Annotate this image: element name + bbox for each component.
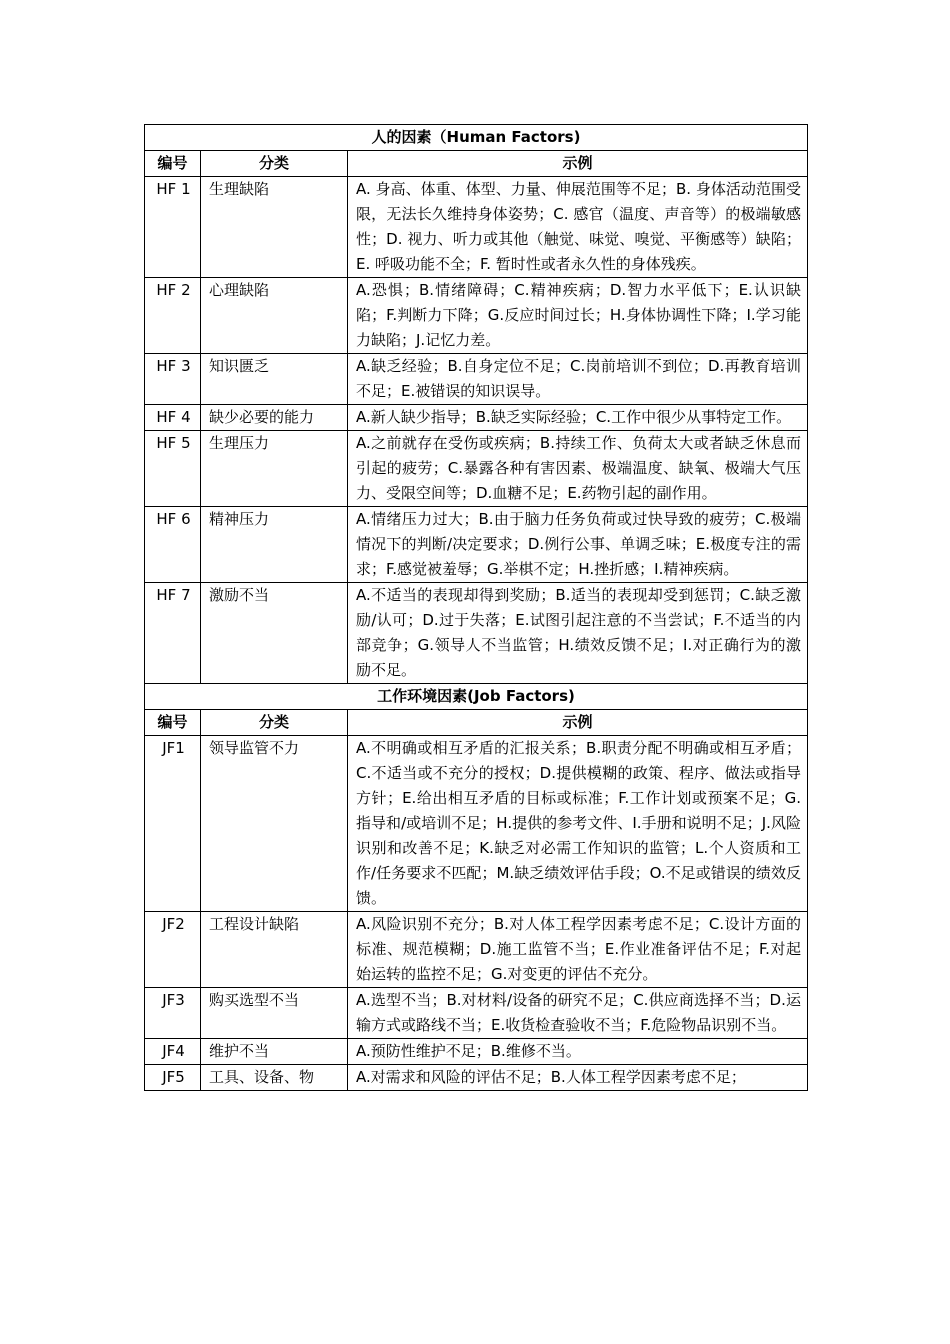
factor-example: A.情绪压力过大；B.由于脑力任务负荷或过快导致的疲劳；C.极端情况下的判断/决定要求；D.例行公事、单调乏味；E.极度专注的需求；F.感觉被羞辱；G.举棋不定；H.挫折感；I.精神疾病。 xyxy=(348,507,808,583)
factor-code: JF5 xyxy=(145,1065,201,1091)
hf-section-title: 人的因素（Human Factors) xyxy=(145,125,808,151)
factor-code: HF 2 xyxy=(145,278,201,354)
hf-header-example: 示例 xyxy=(348,151,808,177)
factor-example: A.恐惧；B.情绪障碍；C.精神疾病；D.智力水平低下；E.认识缺陷；F.判断力下降；G.反应时间过长；H.身体协调性下降；I.学习能力缺陷；J.记忆力差。 xyxy=(348,278,808,354)
table-row xyxy=(145,177,808,278)
factor-category: 生理压力 xyxy=(201,431,348,507)
table-row xyxy=(145,1065,808,1091)
table-row xyxy=(145,988,808,1039)
table-row xyxy=(145,583,808,684)
factor-category: 维护不当 xyxy=(201,1039,348,1065)
factor-example: A.之前就存在受伤或疾病；B.持续工作、负荷太大或者缺乏休息而引起的疲劳；C.暴露各种有害因素、极端温度、缺氧、极端大气压力、受限空间等；D.血糖不足；E.药物引起的副作用。 xyxy=(348,431,808,507)
factor-example: A. 身高、体重、体型、力量、伸展范围等不足；B. 身体活动范围受限，无法长久维持身体姿势；C. 感官（温度、声音等）的极端敏感性；D. 视力、听力或其他（触觉、味觉、嗅觉、平衡感等）缺陷；E. 呼吸功能不全；F. 暂时性或者永久性的身体残疾。 xyxy=(348,177,808,278)
factor-code: JF2 xyxy=(145,912,201,988)
factor-category: 工程设计缺陷 xyxy=(201,912,348,988)
hf-header-row xyxy=(145,151,808,177)
table-row xyxy=(145,736,808,912)
factor-code: HF 1 xyxy=(145,177,201,278)
factor-example: A.预防性维护不足；B.维修不当。 xyxy=(348,1039,808,1065)
factor-code: HF 6 xyxy=(145,507,201,583)
factor-category: 精神压力 xyxy=(201,507,348,583)
factor-code: JF4 xyxy=(145,1039,201,1065)
jf-section-title-row xyxy=(145,684,808,710)
factor-category: 购买选型不当 xyxy=(201,988,348,1039)
hf-header-category: 分类 xyxy=(201,151,348,177)
factor-category: 心理缺陷 xyxy=(201,278,348,354)
factor-code: HF 3 xyxy=(145,354,201,405)
factors-table xyxy=(144,124,808,1091)
table-row xyxy=(145,405,808,431)
jf-header-row xyxy=(145,710,808,736)
factor-category: 生理缺陷 xyxy=(201,177,348,278)
factor-code: JF1 xyxy=(145,736,201,912)
factor-code: HF 4 xyxy=(145,405,201,431)
factors-table-body xyxy=(145,125,808,1091)
factor-category: 知识匮乏 xyxy=(201,354,348,405)
factor-example: A.不明确或相互矛盾的汇报关系；B.职责分配不明确或相互矛盾；C.不适当或不充分的授权；D.提供模糊的政策、程序、做法或指导方针；E.给出相互矛盾的目标或标准；F.工作计划或预案不足；G.指导和/或培训不足；H.提供的参考文件、I.手册和说明不足；J.风险识别和改善不足；K.缺乏对必需工作知识的监管；L.个人资质和工作/任务要求不匹配；M.缺乏绩效评估手段；O.不足或错误的绩效反馈。 xyxy=(348,736,808,912)
factor-example: A.新人缺少指导；B.缺乏实际经验；C.工作中很少从事特定工作。 xyxy=(348,405,808,431)
factor-category: 缺少必要的能力 xyxy=(201,405,348,431)
factor-example: A.不适当的表现却得到奖励；B.适当的表现却受到惩罚；C.缺乏激励/认可；D.过于失落；E.试图引起注意的不当尝试；F.不适当的内部竞争；G.领导人不当监管；H.绩效反馈不足；I.对正确行为的激励不足。 xyxy=(348,583,808,684)
jf-header-category: 分类 xyxy=(201,710,348,736)
table-row xyxy=(145,278,808,354)
jf-header-example: 示例 xyxy=(348,710,808,736)
hf-header-code: 编号 xyxy=(145,151,201,177)
factor-example: A.对需求和风险的评估不足；B.人体工程学因素考虑不足； xyxy=(348,1065,808,1091)
table-row xyxy=(145,507,808,583)
hf-section-title-row xyxy=(145,125,808,151)
factor-category: 工具、设备、物 xyxy=(201,1065,348,1091)
table-row xyxy=(145,912,808,988)
factor-code: HF 7 xyxy=(145,583,201,684)
factor-code: HF 5 xyxy=(145,431,201,507)
factor-code: JF3 xyxy=(145,988,201,1039)
factor-example: A.缺乏经验；B.自身定位不足；C.岗前培训不到位；D.再教育培训不足；E.被错误的知识误导。 xyxy=(348,354,808,405)
factor-category: 领导监管不力 xyxy=(201,736,348,912)
factor-example: A.选型不当；B.对材料/设备的研究不足；C.供应商选择不当；D.运输方式或路线不当；E.收货检查验收不当；F.危险物品识别不当。 xyxy=(348,988,808,1039)
jf-header-code: 编号 xyxy=(145,710,201,736)
table-row xyxy=(145,431,808,507)
table-row xyxy=(145,354,808,405)
table-row xyxy=(145,1039,808,1065)
jf-section-title: 工作环境因素(Job Factors) xyxy=(145,684,808,710)
factor-example: A.风险识别不充分；B.对人体工程学因素考虑不足；C.设计方面的标准、规范模糊；D.施工监管不当；E.作业准备评估不足；F.对起始运转的监控不足；G.对变更的评估不充分。 xyxy=(348,912,808,988)
factor-category: 激励不当 xyxy=(201,583,348,684)
